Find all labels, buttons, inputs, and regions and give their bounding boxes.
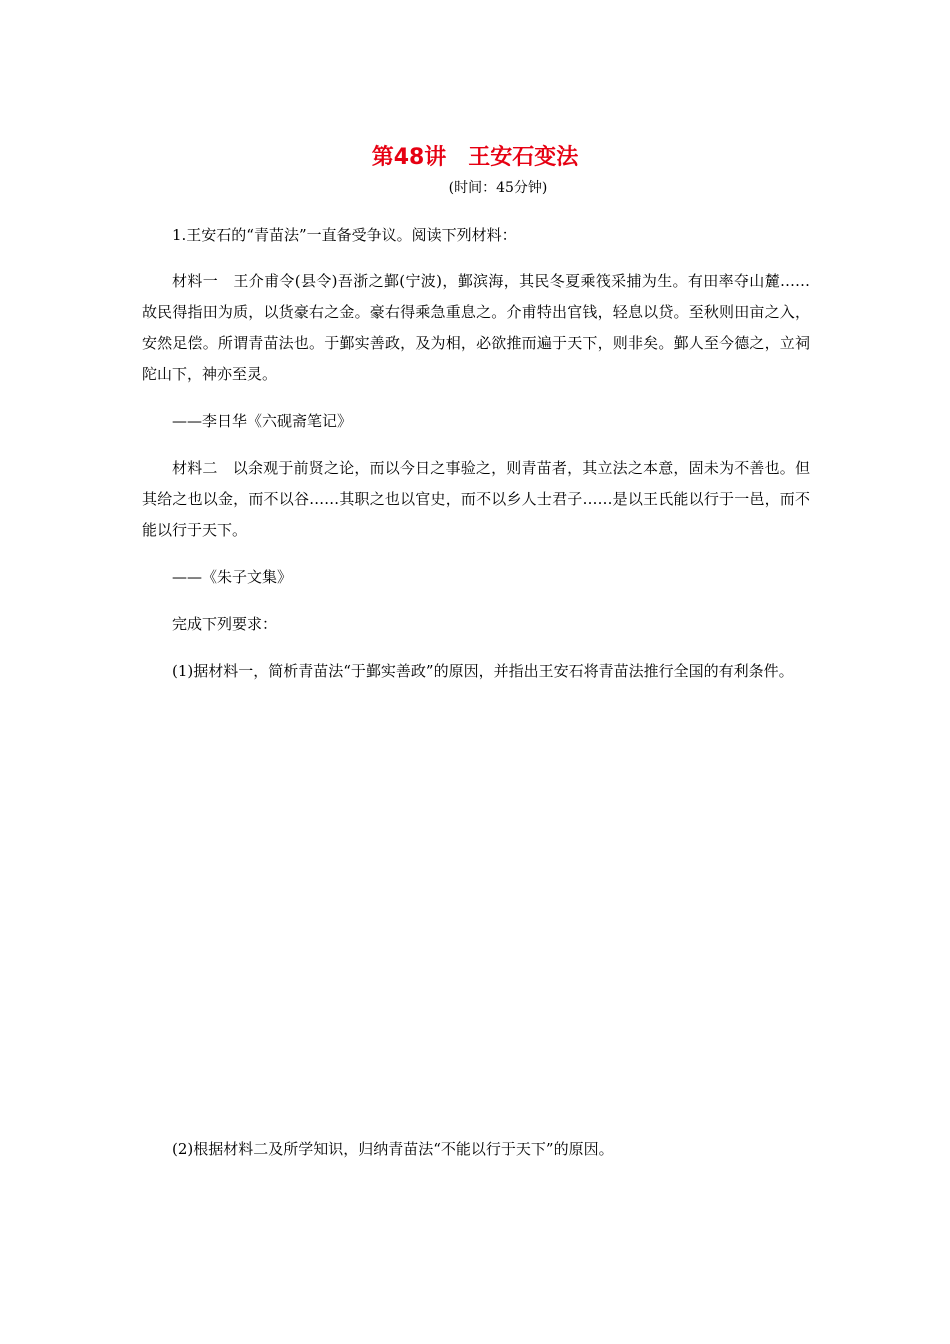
material-two-text: 材料二 以余观于前贤之论，而以今日之事验之，则青苗者，其立法之本意，固未为不善也。但其给之也以金，而不以谷……其职之也以官史，而不以乡人士君子……是以王氏能以行于一邑，而不能以行于天下。 [142, 459, 810, 539]
instruction-text: 完成下列要求： [172, 615, 278, 633]
question-two: (2)根据材料二及所学知识，归纳青苗法“不能以行于天下”的原因。 [172, 1140, 614, 1158]
material-one-text: 材料一 王介甫令(县令)吾浙之鄞(宁波)，鄞滨海，其民冬夏乘筏采捕为生。有田率夺山麓……故民得指田为质，以货豪右之金。豪右得乘急重息之。介甫特出官钱，轻息以贷。至秋则田亩之入，安然足偿。所谓青苗法也。于鄞实善政，及为相，必欲推而遍于天下，则非矣。鄞人至今德之，立祠陀山下，神亦至灵。 [142, 272, 810, 383]
question-content [142, 220, 810, 687]
page-title: 第48讲 王安石变法 [371, 145, 579, 170]
question-intro: 1.王安石的“青苗法”一直备受争议。阅读下列材料： [172, 226, 517, 244]
question-one: (1)据材料一，简析青苗法“于鄞实善政”的原因，并指出王安石将青苗法推行全国的有利条件。 [172, 662, 794, 680]
material-two-source: ——《朱子文集》 [172, 568, 293, 586]
time-note: (时间：45分钟) [448, 180, 548, 196]
material-one-source: ——李日华《六砚斋笔记》 [172, 412, 353, 430]
